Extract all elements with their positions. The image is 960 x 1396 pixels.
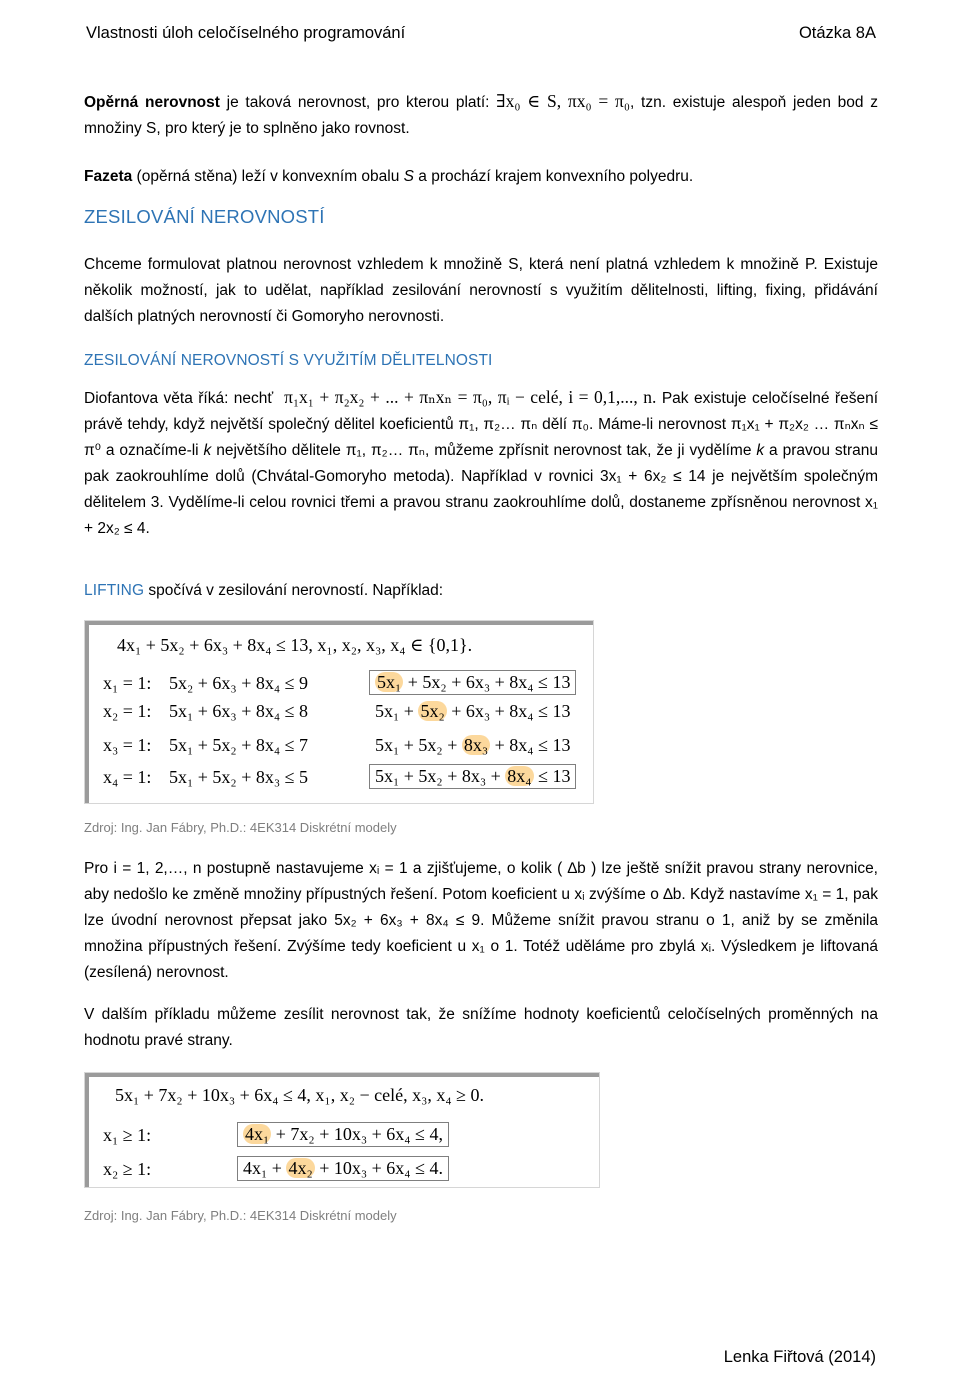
fig2-row-strengthened: 4x₁ + 4x₂ + 10x₃ + 6x₄ ≤ 4.	[237, 1156, 449, 1181]
paragraph-lifting-explanation: Pro i = 1, 2,…, n postupně nastavujeme xᵢ = 1 a zjišťujeme, o kolik ( ∆b ) lze ještě snížit pravou strany nerovnice, aby nedošlo ke změně množiny přípustných řešení. Potom koeficient u xᵢ zvýšíme o ∆b. Když nastavíme x₁ = 1, pak lze úvodní nerovnost přepsat jako 5x₂ + 6x₃ + 8x₄ ≤ 9. Můžeme snížit pravou stranu o 1, aniž by se změnila množina přípustných řešení. Zvýšíme tedy koeficient u x₁ o 1. Totéž uděláme pro zbylá xᵢ. Výsledkem je liftovaná (zesílená) nerovnost.	[84, 860, 878, 981]
fig2-row-cond: x₂ ≥ 1:	[103, 1159, 152, 1179]
header-question: Otázka 8A	[798, 24, 876, 42]
term-supporting-inequality: Opěrná nerovnost	[84, 94, 220, 111]
header-title: Vlastnosti úloh celočíselného programování	[86, 24, 406, 42]
fig1-row-lifted: 5x₁ + 5x₂ + 8x₃ + 8x₄ ≤ 13	[369, 764, 576, 789]
formula-diophantine: π₁x₁ + π₂x₂ + ... + πₙxₙ = π₀, πᵢ − celé, i = 0,1,..., n.	[284, 387, 657, 407]
fig1-row-cond: x₁ = 1:	[103, 673, 152, 693]
footer-author: Lenka Fiřtová (2014)	[723, 1348, 876, 1366]
fig1-top-formula: 4x₁ + 5x₂ + 6x₃ + 8x₄ ≤ 13, x₁, x₂, x₃, x₄ ∈ {0,1}.	[117, 635, 473, 655]
source-note: Zdroj: Ing. Jan Fábry, Ph.D.: 4EK314 Diskrétní modely	[84, 820, 397, 835]
term-lifting: LIFTING	[84, 582, 145, 599]
paragraph-facet: Fazeta (opěrná stěna) leží v konvexním obalu S a prochází krajem konvexního polyedru.	[84, 168, 694, 185]
term-facet: Fazeta	[84, 168, 133, 185]
paragraph-supporting-inequality: Opěrná nerovnost je taková nerovnost, pro kterou platí: ∃x₀ ∈ S, πx₀ = π₀, tzn. existuje alespoň jeden bod z množiny S, pro který je to splněno jako rovnost.	[84, 91, 878, 137]
fig2-top-formula: 5x₁ + 7x₂ + 10x₃ + 6x₄ ≤ 4, x₁, x₂ − celé, x₃, x₄ ≥ 0.	[115, 1085, 485, 1105]
fig1-row-cond: x₂ = 1:	[103, 701, 152, 721]
fig1-row-cond: x₃ = 1:	[103, 735, 152, 755]
source-note: Zdroj: Ing. Jan Fábry, Ph.D.: 4EK314 Diskrétní modely	[84, 1208, 397, 1223]
paragraph-lifting: LIFTING spočívá v zesilování nerovností. Například:	[84, 582, 444, 599]
fig1-row-lifted: 5x₁ + 5x₂ + 6x₃ + 8x₄ ≤ 13	[375, 701, 571, 721]
figure-lifting-example	[84, 620, 594, 804]
heading-strengthening: ZESILOVÁNÍ NEROVNOSTÍ	[84, 206, 325, 227]
figure-coefficient-example	[84, 1072, 600, 1188]
fig1-row-left: 5x₁ + 6x₃ + 8x₄ ≤ 8	[169, 701, 309, 721]
fig2-row-cond: x₁ ≥ 1:	[103, 1125, 152, 1145]
fig1-row-left: 5x₁ + 5x₂ + 8x₃ ≤ 5	[169, 767, 309, 787]
fig1-row-lifted: 5x₁ + 5x₂ + 8x₃ + 8x₄ ≤ 13	[375, 735, 571, 755]
formula-supporting: ∃x₀ ∈ S, πx₀ = π₀	[496, 91, 630, 111]
heading-divisibility: ZESILOVÁNÍ NEROVNOSTÍ S VYUŽITÍM DĚLITELNOSTI	[84, 352, 493, 369]
fig2-row-strengthened: 4x₁ + 7x₂ + 10x₃ + 6x₄ ≤ 4,	[237, 1122, 449, 1147]
paragraph-strengthening-intro: Chceme formulovat platnou nerovnost vzhledem k množině S, která není platná vzhledem k množině P. Existuje několik možností, jak to udělat, například zesilování nerovností s využitím dělitelnosti, lifting, fixing, přidávání dalších platných nerovností či Gomoryho nerovnosti.	[84, 256, 878, 325]
fig1-row-lifted: 5x₁ + 5x₂ + 6x₃ + 8x₄ ≤ 13	[369, 670, 576, 695]
fig1-row-left: 5x₁ + 5x₂ + 8x₄ ≤ 7	[169, 735, 309, 755]
paragraph-coefficient-reduction: V dalším příkladu můžeme zesílit nerovnost tak, že snížíme hodnoty koeficientů celočíselných proměnných na hodnotu pravé strany.	[84, 1006, 878, 1049]
fig1-row-cond: x₄ = 1:	[103, 767, 152, 787]
fig1-row-left: 5x₂ + 6x₃ + 8x₄ ≤ 9	[169, 673, 309, 693]
paragraph-diophantine: Diofantova věta říká: nechť π₁x₁ + π₂x₂ + ... + πₙxₙ = π₀, πᵢ − celé, i = 0,1,..., n. Pak existuje celočíselné řešení právě tehdy, když největší společný dělitel koeficientů π₁, π₂… πₙ dělí π₀. Máme-li nerovnost π₁x₁ + π₂x₂ … πₙxₙ ≤ π⁰ a označíme-li k největšího dělitele π₁, π₂… πₙ, můžeme zpřísnit nerovnost tak, že ji vydělíme k a pravou stranu pak zaokrouhlíme dolů (Chvátal-Gomoryho metoda). Například v rovnici 3x₁ + 6x₂ ≤ 14 je největším společným dělitelem 3. Vydělíme-li celou rovnici třemi a pravou stranu zaokrouhlíme dolů, dostaneme zpřísněnou nerovnost x₁ + 2x₂ ≤ 4.	[84, 387, 879, 537]
